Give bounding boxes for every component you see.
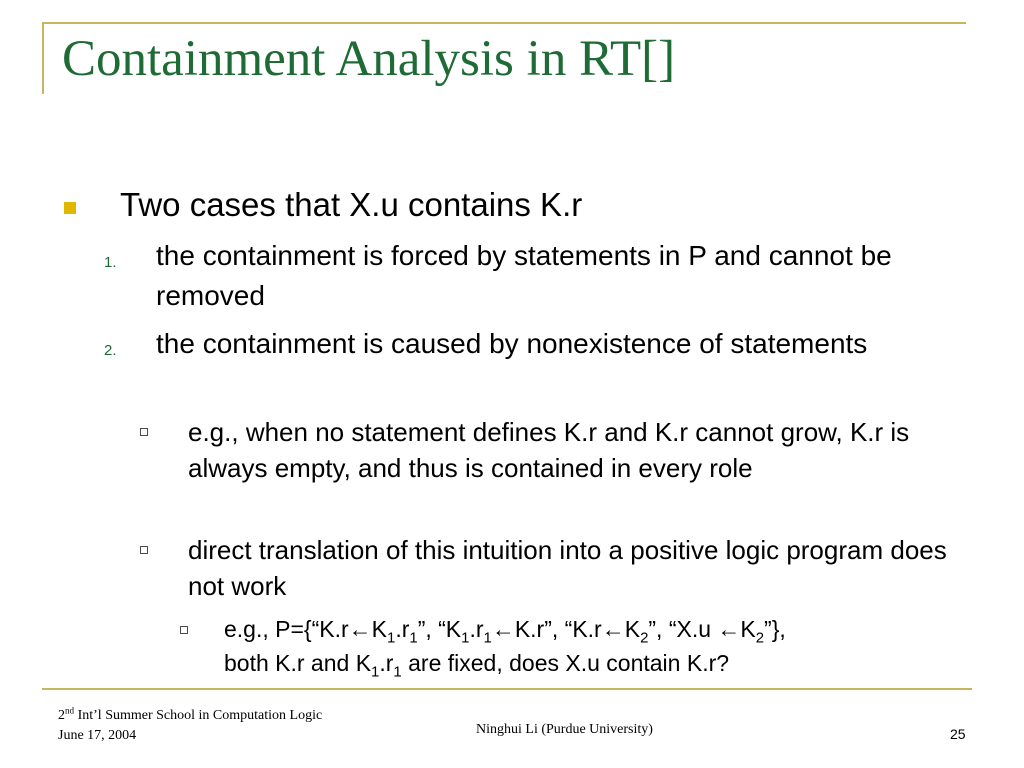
footer-date: June 17, 2004: [58, 728, 137, 743]
footer-rule: [42, 688, 972, 690]
footer-conference: 2nd Int’l Summer School in Computation Logic June 17, 2004: [58, 706, 322, 746]
hollow-square-bullet-icon: [140, 428, 148, 436]
frame-left-rule: [42, 22, 44, 94]
footer-author: Ninghui Li (Purdue University): [476, 722, 653, 737]
case1-number: 1.: [104, 254, 117, 271]
sub-bullet-2: direct translation of this intuition into a positive logic program does not work: [188, 535, 947, 601]
hollow-square-bullet-icon: [180, 626, 188, 634]
example-bullet: [224, 612, 1014, 680]
sub-bullet-1: e.g., when no statement defines K.r and K.r cannot grow, K.r is always empty, and thus is contained in every role: [188, 417, 910, 483]
case1-text: the containment is forced by statements in P and cannot be removed: [156, 240, 892, 311]
frame-top-rule: [42, 22, 966, 24]
square-bullet-icon: [64, 202, 76, 214]
example-line-2: both K.r and $K_1.r_1$ are fixed, does X.u contain K.r?: [224, 650, 730, 681]
example-line-1: e.g., $P=\{“K.r\leftarrow K_1.r_1$”, “$K_1.r_1\leftarrow K.r$”, “$K.r\leftarrow K_2$”, “X.u $\leftarrow K_2$”},: [224, 616, 786, 647]
page-number: 25: [950, 726, 966, 742]
case2-text: the containment is caused by nonexistence of statements: [156, 328, 868, 359]
hollow-square-bullet-icon: [140, 546, 148, 554]
bullet-main: Two cases that X.u contains K.r: [120, 186, 583, 223]
case2-number: 2.: [104, 342, 117, 359]
slide-title: Containment Analysis in RT[]: [62, 31, 676, 87]
